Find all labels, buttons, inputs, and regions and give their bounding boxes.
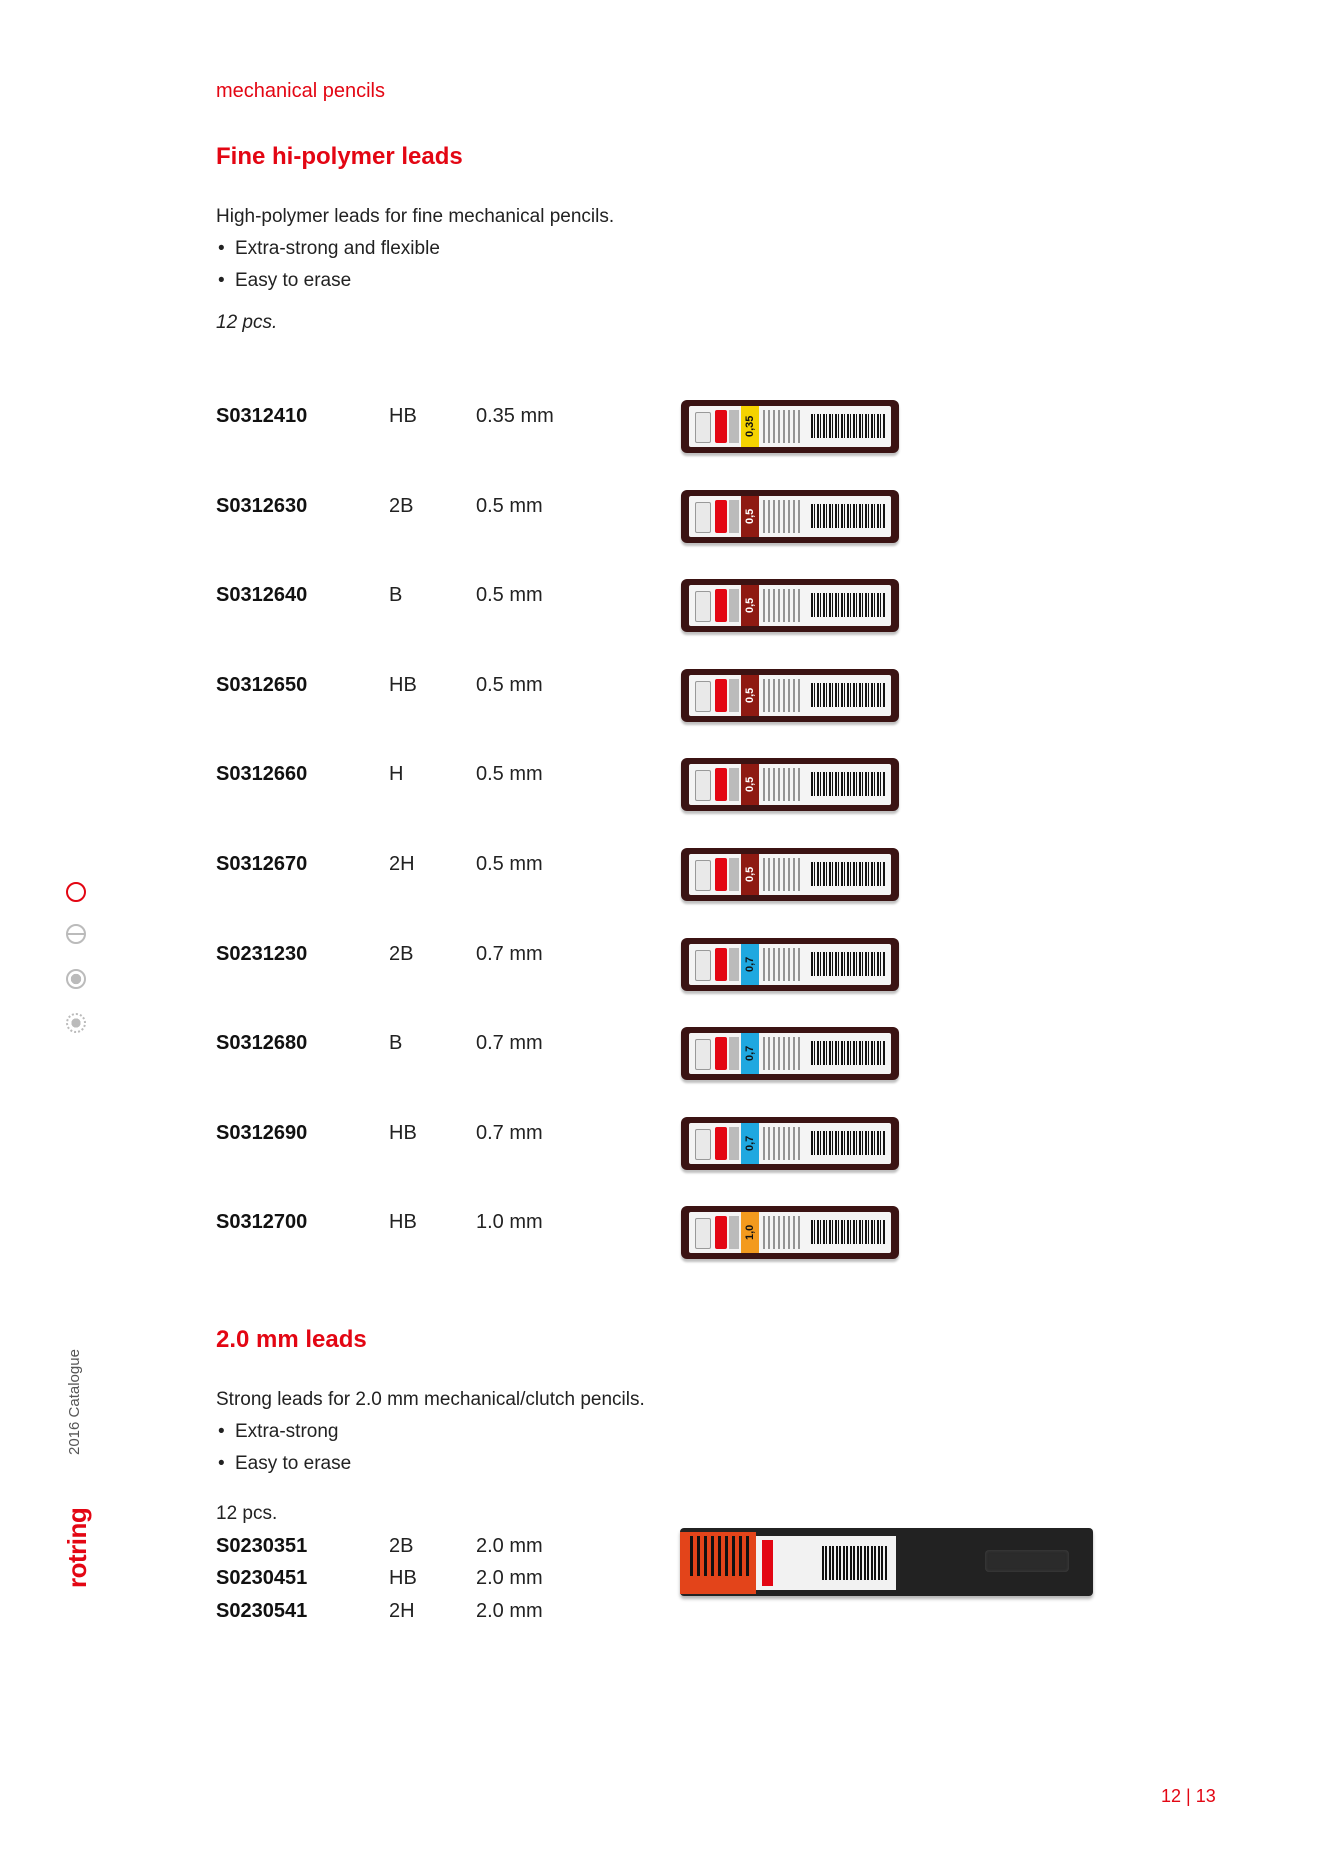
product-code: S0312650 — [216, 674, 308, 696]
box-label — [689, 585, 891, 626]
product-line-icon — [729, 410, 739, 443]
brand-logo-icon — [715, 679, 727, 712]
lead-size-swatch: 0,5 — [741, 854, 759, 895]
box-end-cap — [695, 591, 711, 622]
product-size: 0.7 mm — [476, 1032, 543, 1054]
brand-logo: rotring — [62, 1507, 92, 1588]
product-grade: B — [389, 584, 403, 606]
product-line-icon — [729, 1216, 739, 1249]
barcode-icon — [811, 772, 885, 796]
box-end-cap — [695, 412, 711, 443]
brand-logo-icon — [715, 1127, 727, 1160]
lead-size-swatch: 0,5 — [741, 675, 759, 716]
filled-circle-icon — [66, 969, 86, 989]
brand-logo-icon — [715, 589, 727, 622]
barcode-icon — [811, 1131, 885, 1155]
lead-box-image — [681, 1027, 899, 1080]
section-label: mechanical pencils — [216, 80, 385, 102]
product-line-icon — [729, 858, 739, 891]
barcode-icon — [811, 862, 885, 886]
lead-box-image — [681, 579, 899, 632]
product-line-icon — [729, 948, 739, 981]
lead-size-swatch: 0,35 — [741, 406, 759, 447]
product-line-icon — [729, 768, 739, 801]
brand-logo-icon — [715, 1037, 727, 1070]
fine-leads-description: High-polymer leads for fine mechanical pencils. — [216, 206, 615, 227]
box-label — [689, 1212, 891, 1253]
lead-size-swatch: 0,7 — [741, 1123, 759, 1164]
barcode-icon — [811, 1220, 885, 1244]
leads-2mm-pcs: 12 pcs. — [216, 1503, 278, 1524]
product-code: S0230351 — [216, 1535, 308, 1557]
fine-leads-bullets — [216, 233, 614, 297]
catalogue-label: 2016 Catalogue — [66, 1349, 83, 1455]
product-line-icon — [729, 500, 739, 533]
product-grade: 2H — [389, 1600, 415, 1622]
product-code: S0312410 — [216, 405, 308, 427]
product-size: 2.0 mm — [476, 1600, 543, 1622]
box-end-cap — [695, 681, 711, 712]
product-code: S0231230 — [216, 943, 308, 965]
box-label — [689, 1123, 891, 1164]
product-size: 0.7 mm — [476, 943, 543, 965]
barcode-icon — [822, 1546, 888, 1580]
product-size: 2.0 mm — [476, 1535, 543, 1557]
lead-box-image — [681, 400, 899, 453]
bullet-item: • Extra-strong — [216, 1416, 645, 1448]
box-label — [689, 496, 891, 537]
product-code: S0312690 — [216, 1122, 308, 1144]
lead-box-image — [681, 1117, 899, 1170]
half-filled-circle-icon — [66, 924, 86, 944]
brand-logo-icon — [715, 410, 727, 443]
product-grade: 2B — [389, 495, 414, 517]
product-grade: HB — [389, 674, 417, 696]
leads-icon — [690, 1536, 750, 1576]
barcode-icon — [811, 593, 885, 617]
brand-logo-icon — [715, 858, 727, 891]
box-text-icon — [763, 1127, 803, 1160]
fine-leads-title: Fine hi-polymer leads — [216, 143, 463, 170]
box-label — [689, 1033, 891, 1074]
product-grade: 2B — [389, 1535, 414, 1557]
product-grade: 2B — [389, 943, 414, 965]
product-line-icon — [729, 1127, 739, 1160]
box-label — [689, 406, 891, 447]
product-grade: B — [389, 1032, 403, 1054]
product-code: S0312660 — [216, 763, 308, 785]
lead-size-swatch: 0,5 — [741, 764, 759, 805]
product-code: S0312700 — [216, 1211, 308, 1233]
box-end-cap — [695, 860, 711, 891]
product-line-icon — [729, 589, 739, 622]
barcode-icon — [811, 1041, 885, 1065]
brand-logo-icon — [715, 948, 727, 981]
embossed-logo-icon — [985, 1550, 1069, 1572]
bullet-item: • Easy to erase — [216, 265, 614, 297]
box-end-cap — [695, 1039, 711, 1070]
product-code: S0230451 — [216, 1567, 308, 1589]
box-end-cap — [695, 770, 711, 801]
product-size: 0.5 mm — [476, 674, 543, 696]
brand-logo-icon — [715, 1216, 727, 1249]
product-size: 0.5 mm — [476, 853, 543, 875]
product-size: 0.5 mm — [476, 763, 543, 785]
lead-2mm-box-image — [680, 1528, 1093, 1596]
brand-logo-icon — [715, 768, 727, 801]
box-end-cap — [695, 502, 711, 533]
box-label — [689, 675, 891, 716]
product-size: 0.5 mm — [476, 495, 543, 517]
box-label — [689, 854, 891, 895]
box-end-cap — [695, 950, 711, 981]
page-number: 12 | 13 — [1161, 1786, 1216, 1806]
box-label — [756, 1536, 896, 1590]
product-grade: HB — [389, 405, 417, 427]
product-size: 0.5 mm — [476, 584, 543, 606]
leads-2mm-description: Strong leads for 2.0 mm mechanical/clutch pencils. — [216, 1389, 645, 1410]
lead-size-swatch: 1,0 — [741, 1212, 759, 1253]
product-size: 0.35 mm — [476, 405, 554, 427]
product-grade: HB — [389, 1567, 417, 1589]
ring-outline-icon — [66, 882, 86, 902]
box-end-cap — [695, 1218, 711, 1249]
barcode-icon — [811, 504, 885, 528]
lead-box-image — [681, 758, 899, 811]
product-line-icon — [729, 1037, 739, 1070]
leads-2mm-title: 2.0 mm leads — [216, 1326, 367, 1353]
lead-size-swatch: 0,5 — [741, 496, 759, 537]
bullet-item: • Easy to erase — [216, 1448, 645, 1480]
box-text-icon — [763, 1216, 803, 1249]
lead-size-swatch: 0,5 — [741, 585, 759, 626]
box-label — [689, 944, 891, 985]
box-end-cap — [695, 1129, 711, 1160]
box-text-icon — [763, 768, 803, 801]
leads-2mm-bullets — [216, 1416, 645, 1480]
product-grade: HB — [389, 1122, 417, 1144]
box-text-icon — [763, 679, 803, 712]
product-size: 2.0 mm — [476, 1567, 543, 1589]
box-text-icon — [763, 589, 803, 622]
product-size: 1.0 mm — [476, 1211, 543, 1233]
brand-logo-icon — [715, 500, 727, 533]
brand-logo-icon — [762, 1540, 773, 1586]
box-text-icon — [763, 1037, 803, 1070]
product-code: S0312670 — [216, 853, 308, 875]
product-grade: 2H — [389, 853, 415, 875]
bullet-item: • Extra-strong and flexible — [216, 233, 614, 265]
leads-2mm-intro — [216, 1384, 645, 1480]
box-text-icon — [763, 500, 803, 533]
product-line-icon — [729, 679, 739, 712]
product-size: 0.7 mm — [476, 1122, 543, 1144]
dotted-circle-icon — [66, 1013, 86, 1033]
lead-box-image — [681, 938, 899, 991]
box-text-icon — [763, 858, 803, 891]
box-label — [689, 764, 891, 805]
product-code: S0312630 — [216, 495, 308, 517]
lead-box-image — [681, 848, 899, 901]
product-row — [216, 1600, 916, 1660]
product-code: S0230541 — [216, 1600, 308, 1622]
product-grade: HB — [389, 1211, 417, 1233]
barcode-icon — [811, 952, 885, 976]
barcode-icon — [811, 683, 885, 707]
lead-size-swatch: 0,7 — [741, 944, 759, 985]
lead-box-image — [681, 1206, 899, 1259]
lead-box-image — [681, 669, 899, 722]
barcode-icon — [811, 414, 885, 438]
box-text-icon — [763, 410, 803, 443]
product-code: S0312640 — [216, 584, 308, 606]
fine-leads-intro — [216, 201, 614, 297]
lead-box-image — [681, 490, 899, 543]
fine-leads-pcs: 12 pcs. — [216, 312, 278, 333]
product-code: S0312680 — [216, 1032, 308, 1054]
lead-size-swatch: 0,7 — [741, 1033, 759, 1074]
product-grade: H — [389, 763, 404, 785]
box-text-icon — [763, 948, 803, 981]
